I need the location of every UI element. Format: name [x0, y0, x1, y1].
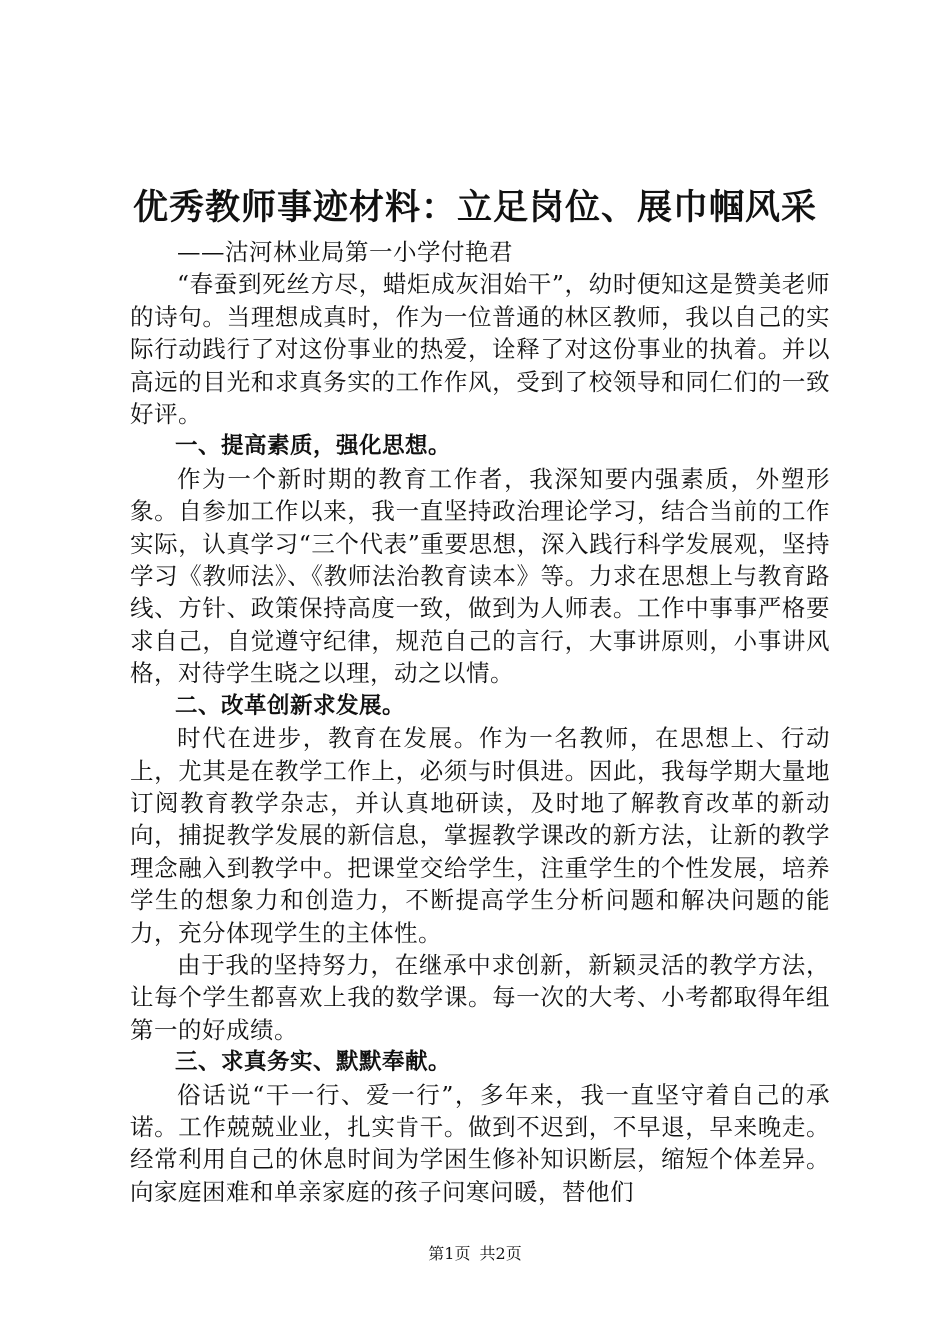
paragraph: “春蚕到死丝方尽，蜡炬成灰泪始干”，幼时便知这是赞美老师的诗句。当理想成真时，作为一位普通的林区教师，我以自己的实际行动践行了对这份事业的热爱，诠释了对这份事业的执着。并以高远的目光和求真务实的工作作风，受到了校领导和同仁们的一致好评。 [130, 270, 830, 429]
document-subtitle: ——沽河林业局第一小学付艳君 [177, 238, 513, 266]
page-number-current: 第1页 [428, 1244, 471, 1263]
section-heading: 二、改革创新求发展。 [175, 692, 406, 719]
page-number-total: 共2页 [479, 1244, 522, 1263]
document-body [130, 236, 830, 1208]
paragraph: 时代在进步，教育在发展。作为一名教师，在思想上、行动上，尤其是在教学工作上，必须与时俱进。因此，我每学期大量地订阅教育教学杂志，并认真地研读，及时地了解教育改革的新动向，捕捉教学发展的新信息，掌握教学课改的新方法，让新的教学理念融入到教学中。把课堂交给学生，注重学生的个性发展，培养学生的想象力和创造力，不断提高学生分析问题和解决问题的能力，充分体现学生的主体性。 [130, 724, 830, 947]
document-title: 优秀教师事迹材料：立足岗位、展巾帼风采 [132, 187, 817, 228]
paragraph: 俗话说“干一行、爱一行”，多年来，我一直坚守着自己的承诺。工作兢兢业业，扎实肯干。做到不迟到，不早退，早来晚走。经常利用自己的休息时间为学困生修补知识断层，缩短个体差异。向家庭困难和单亲家庭的孩子问寒问暖，替他们 [130, 1080, 830, 1206]
section-heading: 三、求真务实、默默奉献。 [175, 1049, 452, 1076]
section-heading: 一、提高素质，强化思想。 [175, 433, 452, 460]
page-footer [0, 1244, 950, 1264]
paragraph: 作为一个新时期的教育工作者，我深知要内强素质，外塑形象。自参加工作以来，我一直坚持政治理论学习，结合当前的工作实际，认真学习“三个代表”重要思想，深入践行科学发展观，坚持学习《教师法》、《教师法治教育读本》等。力求在思想上与教育路线、方针、政策保持高度一致，做到为人师表。工作中事事严格要求自己，自觉遵守纪律，规范自己的言行，大事讲原则，小事讲风格，对待学生晓之以理，动之以情。 [130, 464, 830, 688]
paragraph: 由于我的坚持努力，在继承中求创新，新颖灵活的教学方法，让每个学生都喜欢上我的数学课。每一次的大考、小考都取得年组第一的好成绩。 [130, 950, 830, 1044]
